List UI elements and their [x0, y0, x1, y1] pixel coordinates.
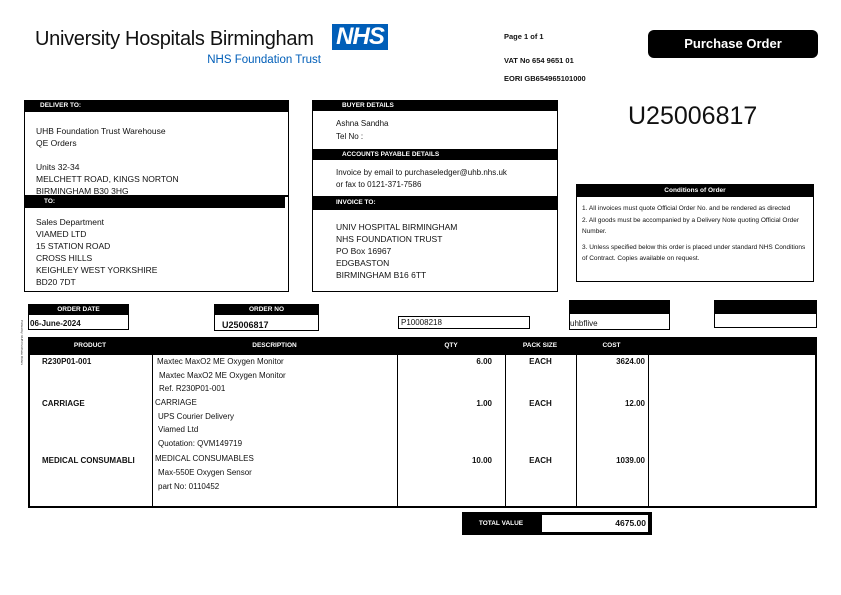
org-name: University Hospitals Birmingham	[35, 28, 314, 50]
col-divider	[648, 340, 649, 506]
row-product: CARRIAGE	[42, 399, 85, 408]
page-info: Page 1 of 1	[504, 32, 544, 41]
col-product: PRODUCT	[73, 342, 107, 349]
row-qty: 6.00	[476, 357, 492, 366]
deliver-to-address: UHB Foundation Trust Warehouse QE Orders Units 32-34 MELCHETT ROAD, KINGS NORTON BIRMINGHAM B30 3HG	[36, 126, 179, 196]
order-no-value: U25006817	[222, 320, 269, 330]
condition-item: 1. All invoices must quote Official Order No. and be rendered as directed	[582, 205, 791, 212]
row-pack-size: EACH	[529, 456, 552, 465]
row-cost: 12.00	[624, 399, 645, 408]
system-value: uhbflive	[570, 319, 598, 328]
row-description: Maxtec MaxO2 ME Oxygen Monitor Maxtec MaxO2 ME Oxygen Monitor Ref. R230P01-001	[157, 357, 286, 393]
items-table-header	[28, 337, 817, 355]
col-qty: QTY	[444, 342, 458, 349]
order-number-large: U25006817	[628, 102, 758, 130]
buyer-name: Ashna Sandha	[336, 119, 389, 128]
col-divider	[152, 340, 153, 506]
buyer-tel: Tel No :	[336, 132, 364, 141]
reference-value: P10008218	[401, 318, 442, 327]
row-cost: 1039.00	[616, 456, 645, 465]
buyer-header: BUYER DETAILS	[312, 100, 558, 111]
items-table	[28, 337, 817, 508]
order-date-label: ORDER DATE	[28, 304, 129, 315]
total-label: TOTAL VALUE	[462, 512, 540, 535]
row-product: MEDICAL CONSUMABLI	[42, 456, 135, 465]
trust-name: NHS Foundation Trust	[207, 54, 321, 66]
condition-item: 3. Unless specified below this order is placed under standard NHS Conditions of Contract. Copies available on request.	[582, 243, 806, 262]
invoice-to-header: INVOICE TO:	[312, 196, 558, 210]
side-print-note: Printed by: UHB Purchase Orders	[20, 320, 24, 366]
col-description: DESCRIPTION	[252, 342, 297, 349]
col-divider	[576, 340, 577, 506]
conditions-header: Conditions of Order	[576, 184, 814, 197]
vat-number: VAT No 654 9651 01	[504, 56, 574, 65]
accounts-payable-fax: or fax to 0121-371-7586	[336, 180, 422, 189]
accounts-payable-email: Invoice by email to purchaseledger@uhb.nhs.uk	[336, 168, 507, 177]
row-pack-size: EACH	[529, 399, 552, 408]
invoice-to-address: UNIV HOSPITAL BIRMINGHAM NHS FOUNDATION TRUST PO Box 16967 EDGBASTON BIRMINGHAM B16 6TT	[336, 222, 458, 280]
row-cost: 3624.00	[616, 357, 645, 366]
total-value: 4675.00	[542, 515, 648, 532]
row-qty: 1.00	[476, 399, 492, 408]
conditions-list	[582, 203, 810, 265]
purchase-order-title: Purchase Order	[648, 30, 818, 58]
eori-number: EORI GB654965101000	[504, 74, 586, 83]
condition-item: 2. All goods must be accompanied by a Delivery Note quoting Official Order Number.	[582, 216, 800, 235]
row-pack-size: EACH	[529, 357, 552, 366]
row-description: CARRIAGE UPS Courier Delivery Viamed Ltd Quotation: QVM149719	[155, 398, 243, 448]
row-qty: 10.00	[471, 456, 492, 465]
order-no-label: ORDER NO	[214, 304, 319, 315]
deliver-to-header: DELIVER TO:	[24, 100, 289, 112]
nhs-logo: NHS	[332, 24, 388, 50]
supplier-header: TO:	[24, 196, 285, 208]
col-cost: COST	[602, 342, 621, 349]
order-date-value: 06-June-2024	[30, 319, 81, 328]
supplier-address: Sales Department VIAMED LTD 15 STATION ROAD CROSS HILLS KEIGHLEY WEST YORKSHIRE BD20 7DT	[36, 217, 158, 287]
row-product: R230P01-001	[42, 357, 92, 366]
col-pack-size: PACK SIZE	[522, 342, 558, 349]
accounts-payable-header: ACCOUNTS PAYABLE DETAILS	[312, 149, 558, 160]
system-header	[569, 300, 670, 314]
row-description: MEDICAL CONSUMABLES Max-550E Oxygen Sensor part No: 0110452	[155, 454, 254, 491]
blank-header	[714, 300, 817, 314]
col-divider	[397, 340, 398, 506]
